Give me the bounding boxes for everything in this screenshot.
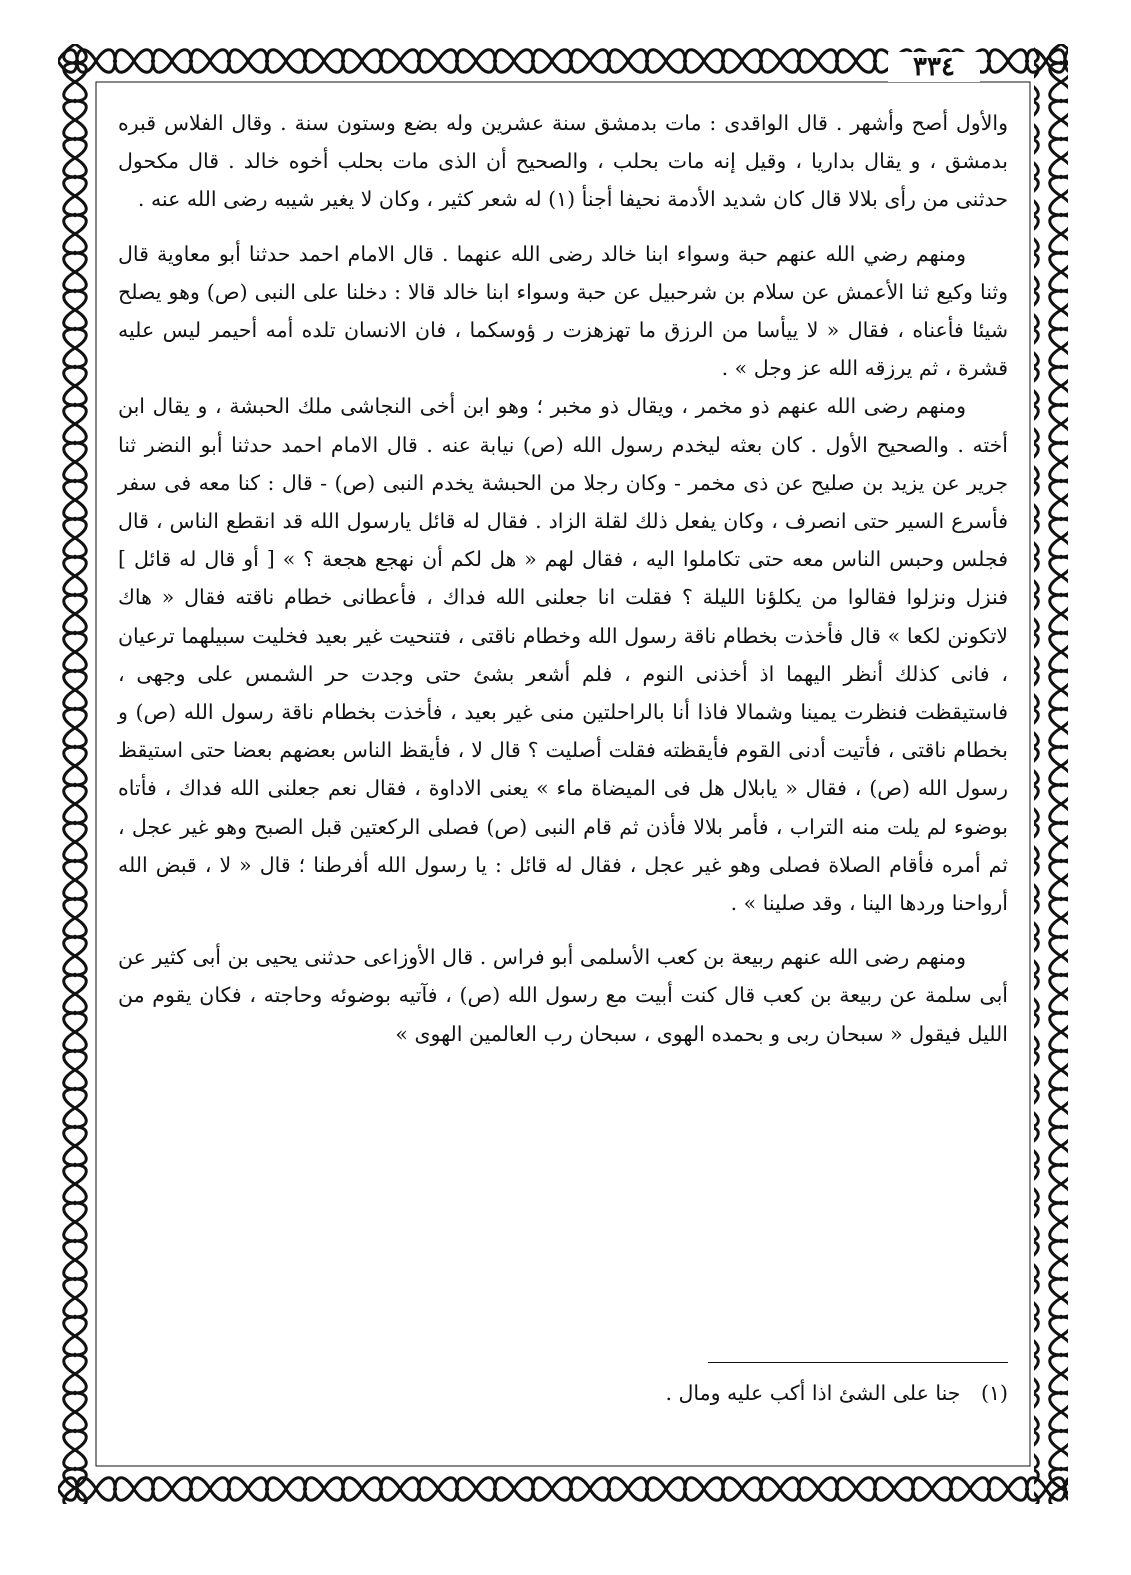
footnote-text: جنا على الشئ اذا أكب عليه ومال . — [665, 1381, 961, 1405]
paragraph-4 — [118, 938, 1008, 1053]
text-line: أمه أحيمر ليس عليه قشرة ، ثم يرزقه الله عز وجل » . — [118, 318, 1008, 381]
footnote-number: (١) — [980, 1381, 1008, 1405]
text-line: بلالا فأذن ثم قام النبى (ص) فصلى الركعتين قبل الصبح وهو غير عجل ، ثم أمره فأقام الصلاة فصلى — [118, 814, 1009, 877]
text-line: لكم أن نهجع هجعة ؟ » [ أو قال له قائل ] فنزل ونزلوا فقالوا من يكلؤنا الليلة ؟ فقلت انا جعلنى — [118, 547, 1008, 610]
text-line: قائل يارسول الله قد انقطع الناس ، قال فجلس وحبس الناس معه حتى تكاملوا اليه ، فقال لهم « هل — [118, 509, 1008, 572]
page-frame — [58, 44, 1068, 1504]
text-line: شيبه رضى الله عنه . — [137, 187, 315, 212]
text-line: قبره بدمشق ، و يقال بداريا ، وقيل إنه مات بحلب ، والصحيح أن الذى مات بحلب أخوه خالد . — [118, 111, 1009, 174]
text-line: ومنهم رضى الله عنهم ذو مخمر ، ويقال ذو مخبر ؛ وهو ابن أخى النجاشى ملك الحبشة ، و يقال — [145, 394, 966, 419]
text-line: الله فداك ، فأعطانى خطام ناقته فقال « هاك لاتكونن لكعا » قال فأخذت بخطام ناقة رسول الله — [118, 585, 1008, 648]
text-line: والأول أصح وأشهر . قال الواقدى : مات بدمشق سنة عشرين وله بضع وستون سنة . وقال الفلاس — [156, 111, 1008, 135]
text-line: وحاجته ، فكان يقوم من الليل فيقول « سبحان ربى و بحمده الهوى ، سبحان رب العالمين الهوى » — [118, 983, 1008, 1046]
main-text — [118, 104, 1008, 1434]
text-line: وهو غير عجل ، فقال له قائل : يا رسول الله أفرطنا ؛ قال « لا ، قبض الله أرواحنا وردها الينا ، — [118, 852, 1008, 916]
text-line: ابن أخته . والصحيح الأول . كان بعثه ليخدم رسول الله (ص) نيابة عنه . قال الامام احمد — [118, 394, 1008, 457]
paragraph-1 — [118, 104, 1008, 219]
text-line: وخطام ناقتى ، فتنحيت غير بعيد فخليت سبيلهما ترعيان ، فانى كذلك أنظر اليهما اذ أخذنى النوم ، — [118, 623, 1009, 686]
paragraph-3 — [118, 387, 1008, 922]
text-line: فلم أشعر بشئ حتى وجدت حر الشمس على وجهى ، فاستيقظت فنظرت يمينا وشمالا فاذا أنا بالراحلتين — [118, 661, 1009, 725]
text-line: ومنهم رضى الله عنهم ربيعة بن كعب الأسلمى أبو فراس . قال الأوزاعى حدثنى يحيى بن أبى — [185, 945, 966, 970]
text-line: كثير عن أبى سلمة عن ربيعة بن كعب قال كنت أبيت مع رسول الله (ص) ، فآتيه بوضوئه — [118, 945, 1008, 1008]
text-line: قال مكحول حدثنى من رأى بلالا قال كان شديد الأدمة نحيفا أجنأ (١) له شعر كثير ، وكان لا يغير — [118, 149, 1008, 212]
text-line: (ص) وهو يصلح شيئا فأعناه ، فقال « لا ييأسا من الرزق ما تهزهزت ر ؤوسكما ، فان الانسان تلده — [118, 279, 1008, 343]
text-line: وقد صلينا » . — [730, 891, 843, 916]
text-line: منى غير بعيد ، فأخذت بخطام ناقة رسول الله (ص) و بخطام ناقتى ، فأتيت أدنى القوم فأيقظته فقلت — [118, 700, 1008, 763]
footnote — [118, 1374, 1008, 1412]
text-line: أصليت ؟ قال لا ، فأيقظ الناس بعضهم بعضا حتى استيقظ رسول الله (ص) ، فقال « يابلال هل فى — [118, 738, 1008, 801]
text-line: حدثنا أبو النضر ثنا جرير عن يزيد بن صليح عن ذى مخمر - وكان رجلا من الحبشة يخدم النبى — [118, 432, 1008, 495]
page-number: ٣٣٤ — [888, 52, 980, 82]
text-line: ومنهم رضي الله عنهم حبة وسواء ابنا خالد رضى الله عنهما . قال الامام احمد حدثنا أبو معاوية — [148, 241, 966, 266]
text-line: (ص) - قال : كنا معه فى سفر فأسرع السير حتى انصرف ، وكان يفعل ذلك لقلة الزاد . فقال له — [118, 470, 1008, 534]
paragraph-2 — [118, 235, 1008, 388]
text-line: قال وثنا وكيع ثنا الأعمش عن سلام بن شرحبيل عن حبة وسواء ابنا خالد قالا : دخلنا على النبى — [118, 241, 1008, 304]
text-line: الميضاة ماء » يعنى الاداوة ، فقال نعم جعلنى الله فداك ، فأتاه بوضوء لم يلت منه التراب ، فأمر — [118, 776, 1008, 839]
footnote-divider — [708, 1362, 1008, 1363]
